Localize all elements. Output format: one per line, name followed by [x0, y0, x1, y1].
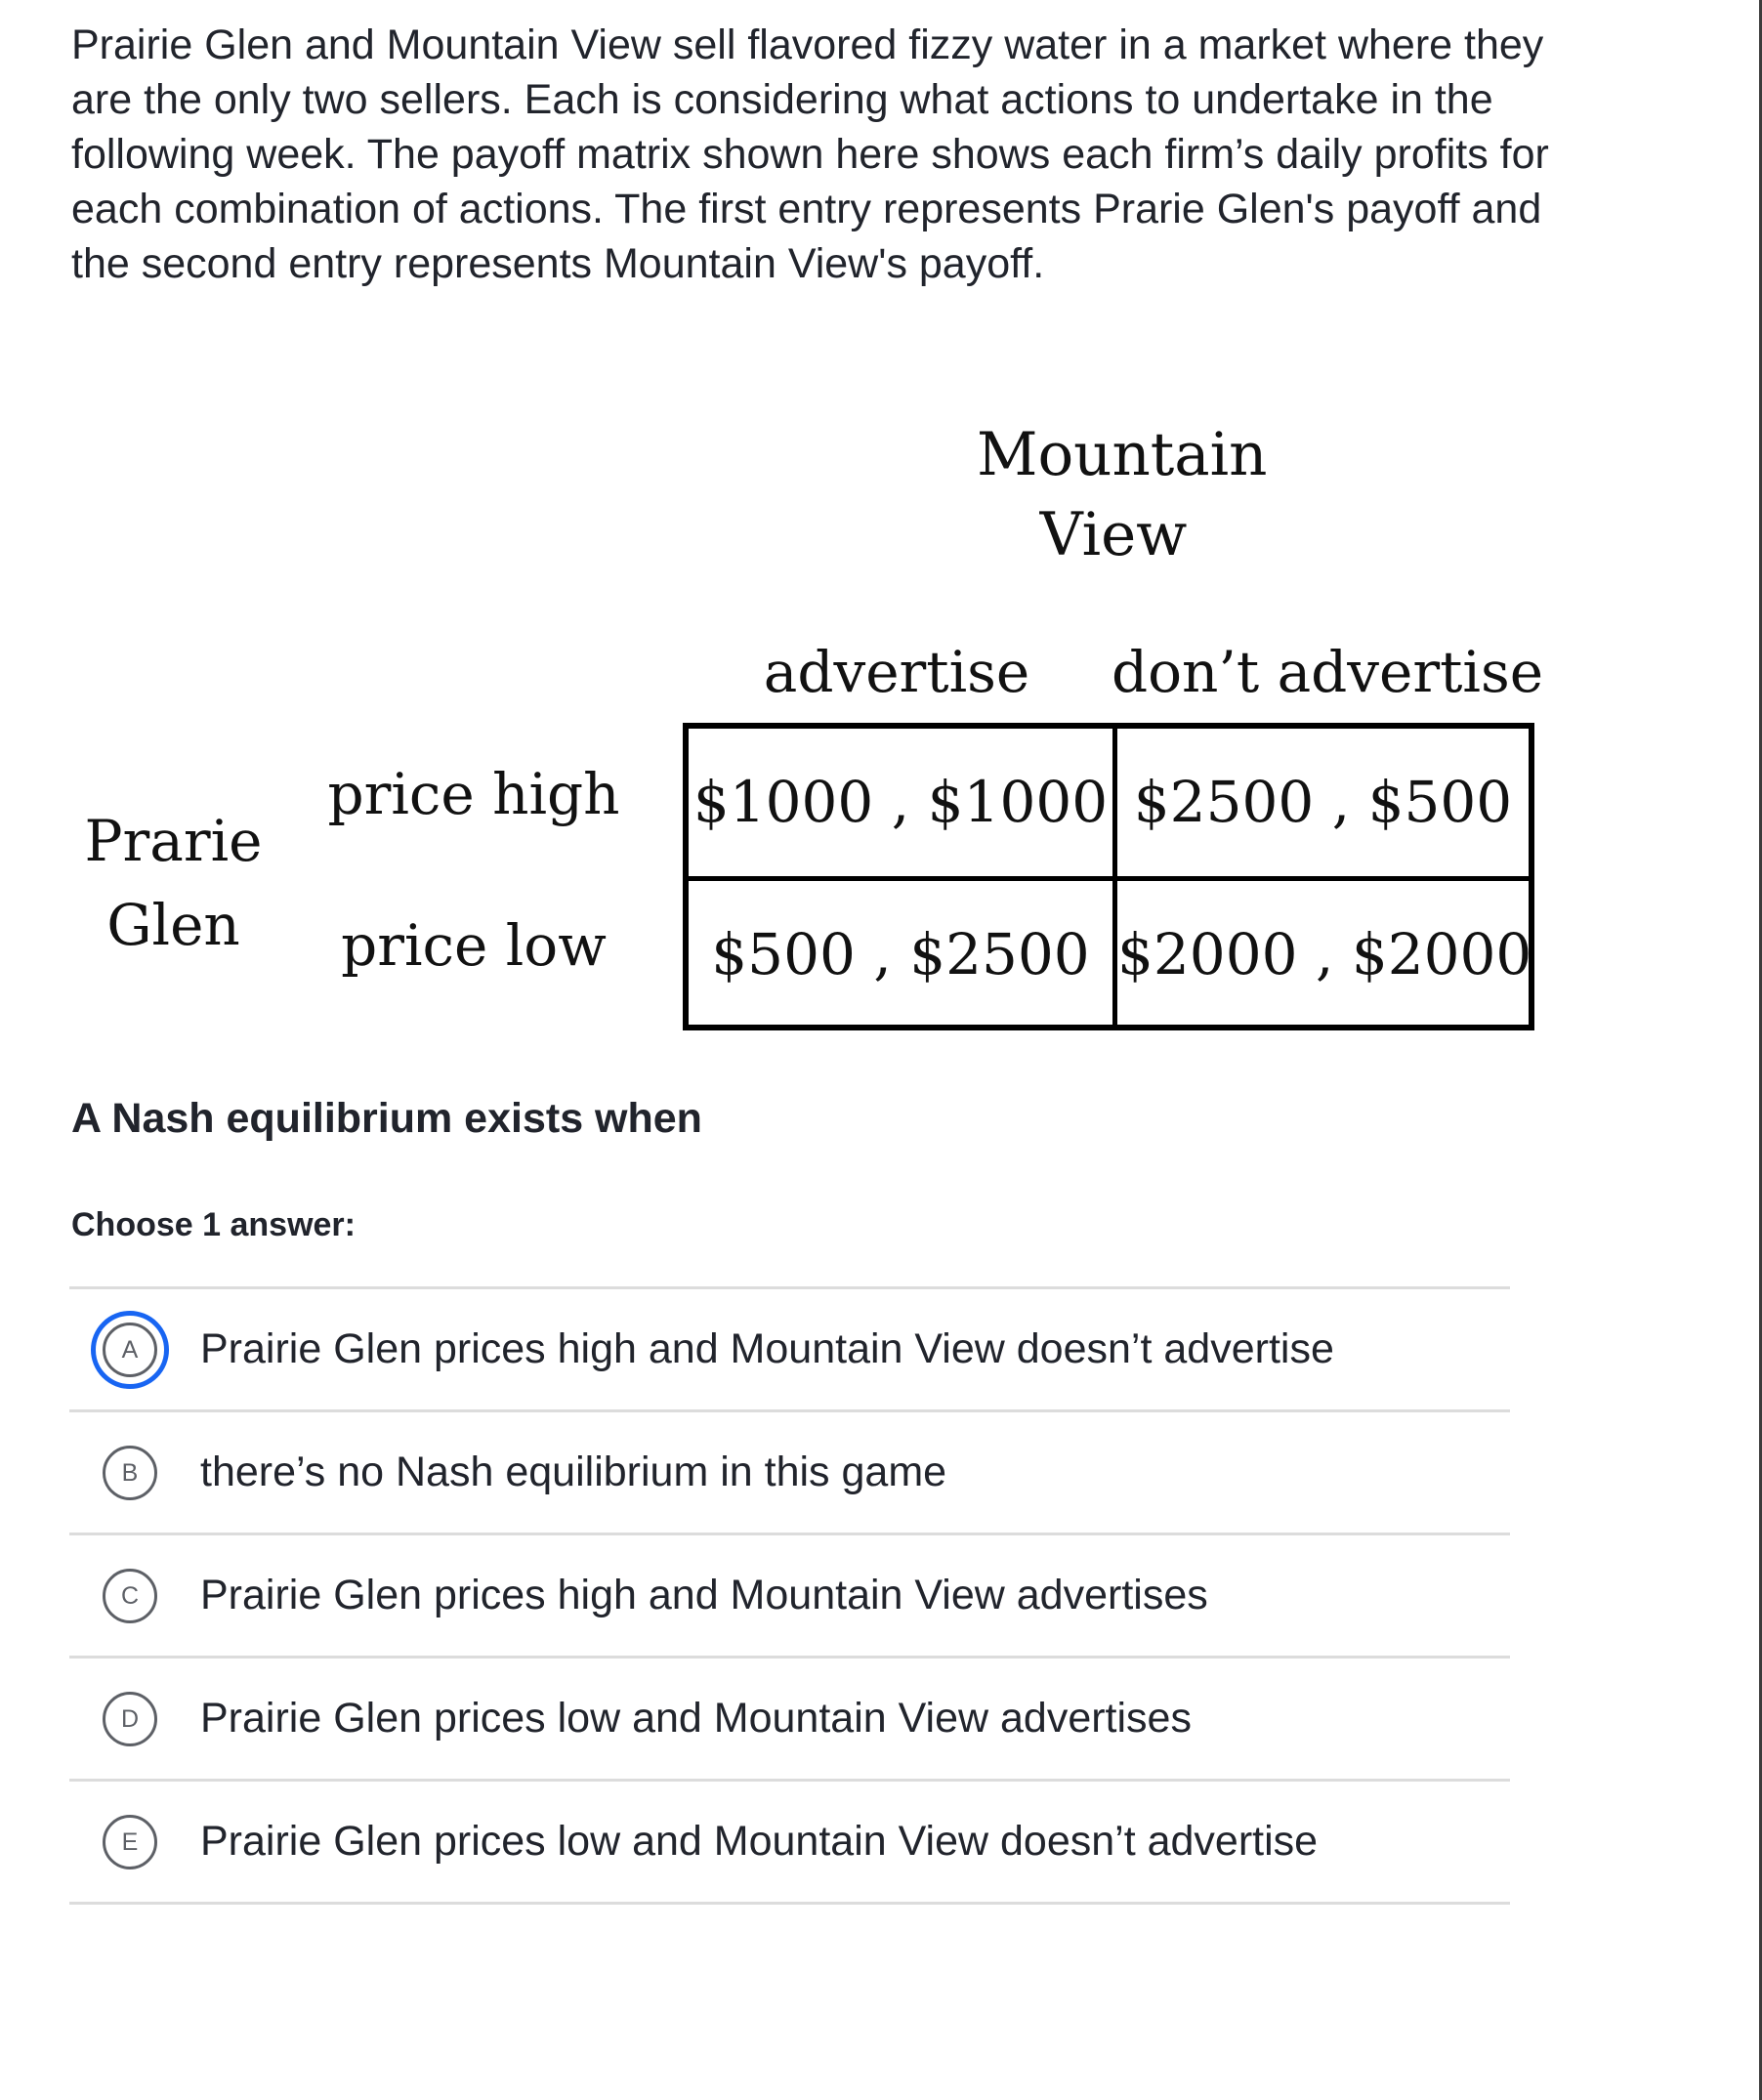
choice-b-text: there’s no Nash equilibrium in this game — [200, 1449, 947, 1495]
question-prompt: A Nash equilibrium exists when — [71, 1095, 702, 1142]
question-text: Prairie Glen and Mountain View sell flavored fizzy water in a market where they are the only two sellers. Each is considering what actions to undertake in the following week. The payoff matrix shown here shows each firm’s daily profits for each combination of actions. The first entry represents Prarie Glen's payoff and the second entry represents Mountain View's payoff. — [71, 21, 1549, 287]
payoff-grid — [683, 723, 1534, 1030]
choice-a-radio[interactable] — [91, 1311, 169, 1389]
answer-choices — [69, 1286, 1510, 1905]
choice-c-text: Prairie Glen prices high and Mountain View advertises — [200, 1572, 1208, 1618]
choice-d-radio[interactable]: D — [103, 1692, 157, 1746]
choice-d-text: Prairie Glen prices low and Mountain View advertises — [200, 1695, 1192, 1742]
column-player-label: Mountain View — [977, 420, 1268, 569]
choice-b-radio[interactable]: B — [103, 1446, 157, 1500]
choice-e-radio[interactable]: E — [103, 1815, 157, 1869]
choice-a-text: Prairie Glen prices high and Mountain View doesn’t advertise — [200, 1325, 1334, 1372]
column-action-dont-advertise: don’t advertise — [1112, 639, 1544, 705]
choice-c-radio[interactable]: C — [103, 1569, 157, 1623]
payoff-cell-low-advertise: $500 , $2500 — [711, 921, 1090, 987]
choice-a[interactable] — [69, 1289, 1510, 1412]
row-action-price-high: price high — [327, 761, 620, 827]
payoff-cell-low-dont-advertise: $2000 , $2000 — [1117, 921, 1532, 987]
payoff-cell-high-dont-advertise: $2500 , $500 — [1133, 769, 1513, 835]
choice-d[interactable] — [69, 1659, 1510, 1782]
choose-answer-label: Choose 1 answer: — [71, 1206, 356, 1243]
choice-c[interactable] — [69, 1535, 1510, 1659]
choice-e[interactable] — [69, 1782, 1510, 1905]
row-action-price-low: price low — [341, 912, 607, 979]
choice-a-letter: A — [103, 1323, 157, 1377]
column-action-advertise: advertise — [763, 639, 1030, 705]
choice-b[interactable] — [69, 1412, 1510, 1535]
row-player-label: Prarie Glen — [84, 808, 263, 958]
payoff-cell-high-advertise: $1000 , $1000 — [692, 769, 1109, 835]
choice-e-text: Prairie Glen prices low and Mountain View doesn’t advertise — [200, 1818, 1319, 1865]
